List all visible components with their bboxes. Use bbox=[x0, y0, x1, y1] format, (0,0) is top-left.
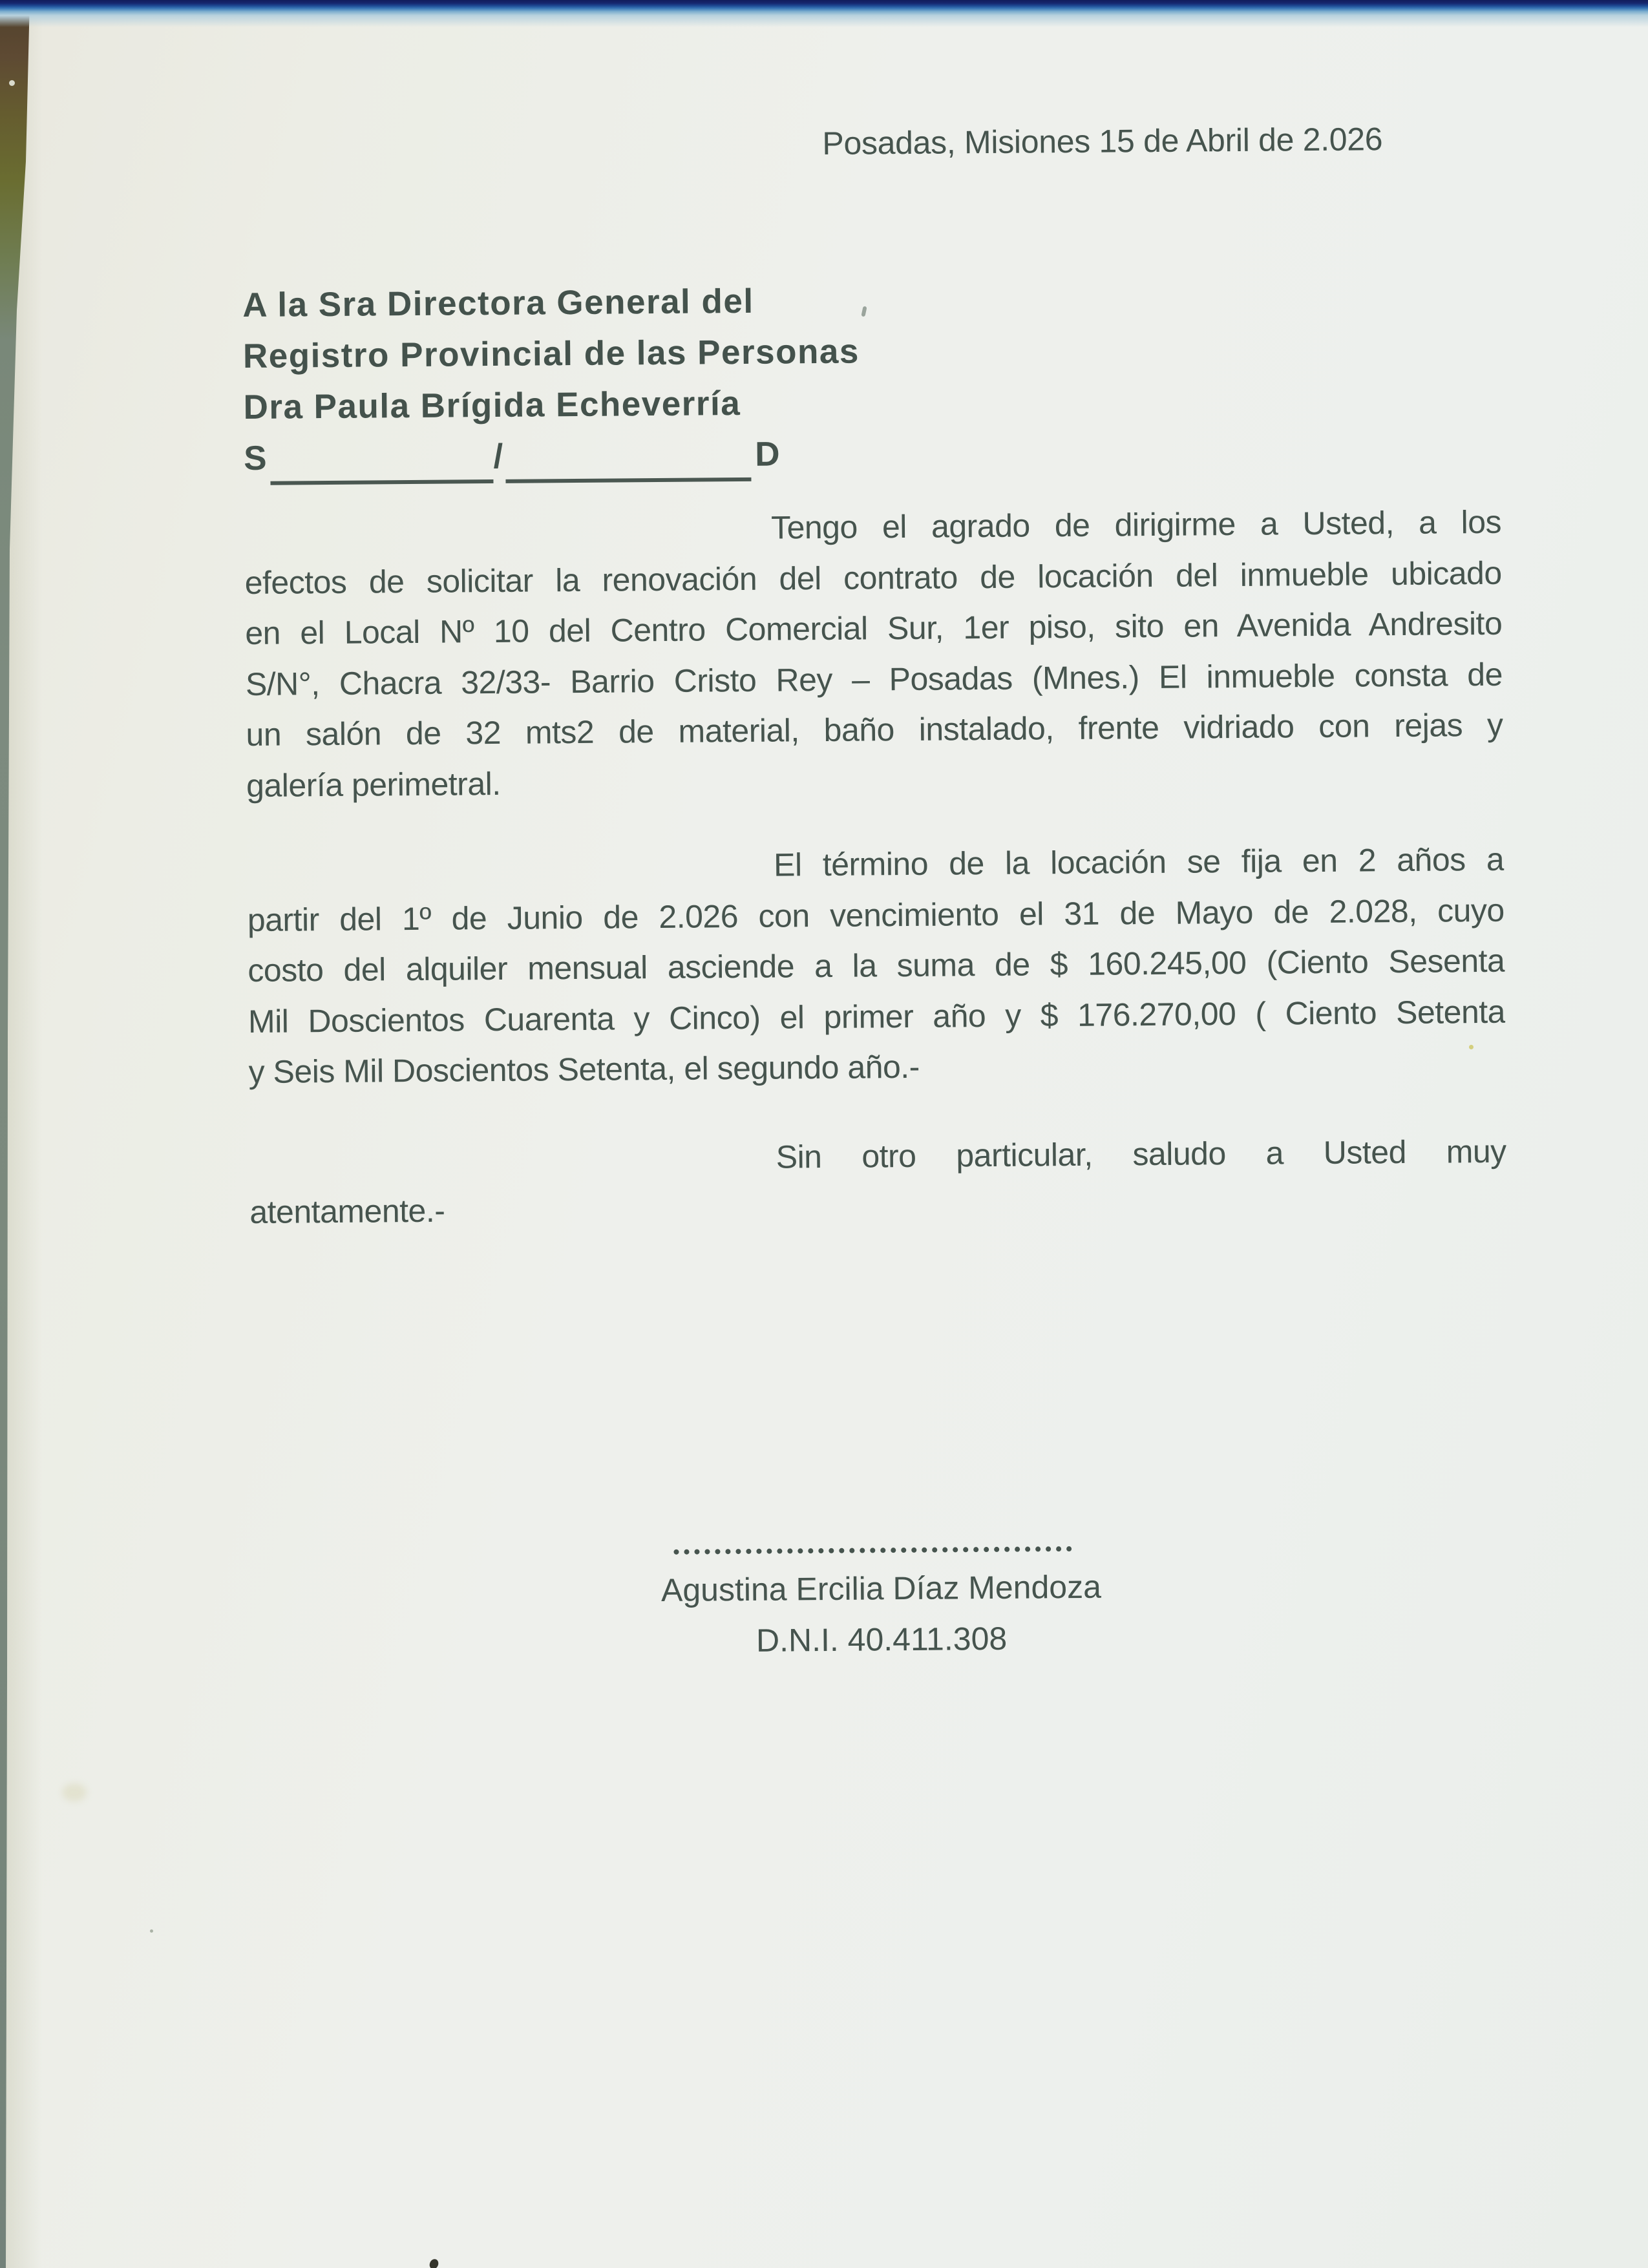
body-line: Mil Doscientos Cuarenta y Cinco) el primer año y $ 176.270,00 ( Ciento Setenta bbox=[248, 993, 1506, 1040]
blank-underline bbox=[506, 478, 752, 483]
body-line: Tengo el agrado de dirigirme a Usted, a los bbox=[770, 503, 1502, 546]
closing-paragraph bbox=[249, 1126, 1506, 1237]
sd-letter-d: D bbox=[755, 435, 780, 474]
body-line: El término de la locación se fija en 2 años a bbox=[773, 841, 1505, 883]
sd-letter-s: S bbox=[243, 439, 267, 478]
body-line: galería perimetral. bbox=[246, 765, 501, 804]
recipient-line-1: A la Sra Directora General del bbox=[242, 282, 754, 325]
body-line: un salón de 32 mts2 de material, baño instalado, frente vidriado con rejas y bbox=[246, 707, 1503, 753]
body-line: Sin otro particular, saludo a Usted muy bbox=[776, 1133, 1506, 1175]
paragraph-2 bbox=[247, 834, 1506, 1098]
signature-dotted-line bbox=[673, 1515, 1072, 1555]
signature-block bbox=[253, 1559, 1510, 1670]
body-line: efectos de solicitar la renovación del contrato de locación del inmueble ubicado bbox=[244, 554, 1502, 601]
paragraph-1 bbox=[244, 497, 1504, 812]
body-line: partir del 1º de Junio de 2.026 con vencimiento el 31 de Mayo de 2.028, cuyo bbox=[247, 892, 1505, 938]
recipient-line-3: Dra Paula Brígida Echeverría bbox=[243, 384, 741, 427]
date-line: Posadas, Misiones 15 de Abril de 2.026 bbox=[822, 121, 1383, 162]
signature-dni: D.N.I. 40.411.308 bbox=[755, 1620, 1008, 1659]
body-line: costo del alquiler mensual asciende a la suma de $ 160.245,00 (Ciento Sesenta bbox=[248, 942, 1505, 989]
body-line: y Seis Mil Doscientos Setenta, el segundo año.- bbox=[248, 1049, 920, 1091]
salutation-sd-line bbox=[244, 428, 860, 484]
sd-slash: / bbox=[493, 437, 503, 476]
recipient-block bbox=[242, 275, 860, 484]
recipient-line-2: Registro Provincial de las Personas bbox=[242, 332, 860, 376]
signature-name: Agustina Ercilia Díaz Mendoza bbox=[660, 1568, 1102, 1609]
body-line: en el Local Nº 10 del Centro Comercial Sur, 1er piso, sito en Avenida Andresito bbox=[245, 605, 1503, 652]
body-line: S/N°, Chacra 32/33- Barrio Cristo Rey – Posadas (Mnes.) El inmueble consta de bbox=[245, 656, 1503, 702]
blank-underline bbox=[271, 479, 494, 485]
body-line: atentamente.- bbox=[249, 1192, 445, 1230]
